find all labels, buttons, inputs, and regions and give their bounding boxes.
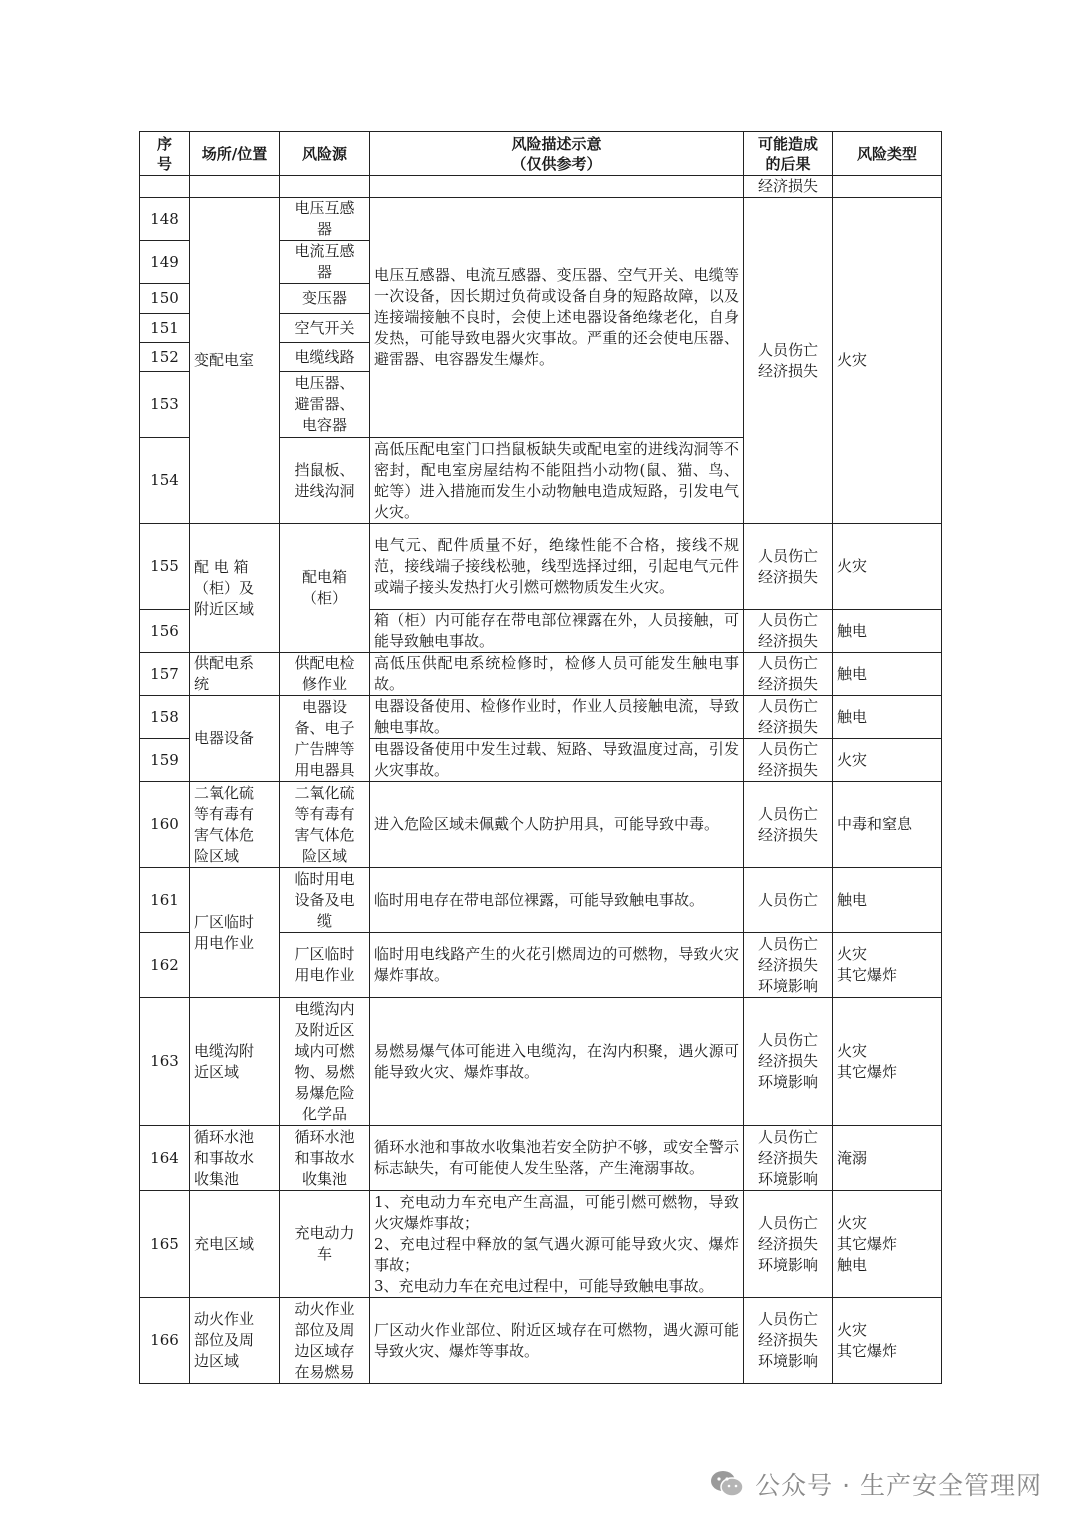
- row-number: 150: [140, 284, 190, 314]
- location-cell: 厂区临时 用电作业: [190, 868, 280, 998]
- row-number: 151: [140, 314, 190, 343]
- source-cell: 变压器: [280, 284, 370, 314]
- location-cell: 供配电系 统: [190, 653, 280, 696]
- col-header-consequence: 可能造成 的后果: [744, 132, 833, 176]
- description-cell: 1、充电动力车充电产生高温，可能引燃可燃物，导致火灾爆炸事故； 2、充电过程中释放的氢气遇火源可能导致火灾、爆炸事故； 3、充电动力车在充电过程中，可能导致触电事故。: [370, 1191, 744, 1298]
- row-number: 160: [140, 782, 190, 868]
- description-cell: 箱（柜）内可能存在带电部位裸露在外，人员接触，可能导致触电事故。: [370, 610, 744, 653]
- location-cell: 配 电 箱 （柜）及 附近区域: [190, 524, 280, 653]
- row-number: 148: [140, 198, 190, 241]
- type-cell: 触电: [833, 696, 942, 739]
- col-header-no: 序 号: [140, 132, 190, 176]
- consequence-cell: 人员伤亡 经济损失 环境影响: [744, 1191, 833, 1298]
- watermark: [709, 1464, 1042, 1504]
- source-cell: 电流互感 器: [280, 241, 370, 284]
- type-cell: 火灾: [833, 739, 942, 782]
- description-cell: 电器设备使用中发生过载、短路、导致温度过高，引发火灾事故。: [370, 739, 744, 782]
- type-cell: 火灾: [833, 198, 942, 524]
- description-cell: 电器设备使用、检修作业时，作业人员接触电流，导致触电事故。: [370, 696, 744, 739]
- consequence-cell: 人员伤亡 经济损失: [744, 198, 833, 524]
- location-cell: 电器设备: [190, 696, 280, 782]
- location-cell: 循环水池 和事故水 收集池: [190, 1126, 280, 1191]
- description-cell: 电压互感器、电流互感器、变压器、空气开关、电缆等一次设备，因长期过负荷或设备自身的短路故障，以及连接端接触不良时，会使上述电器设备绝缘老化，自身发热，可能导致电器火灾事故。严重的还会使电压器、避雷器、电容器发生爆炸。: [370, 198, 744, 438]
- row-number: 166: [140, 1298, 190, 1384]
- row-number: 153: [140, 372, 190, 438]
- col-header-location: 场所/位置: [190, 132, 280, 176]
- row-number: 155: [140, 524, 190, 610]
- consequence-cell: 人员伤亡 经济损失: [744, 653, 833, 696]
- source-cell: 配电箱 （柜）: [280, 524, 370, 653]
- table-row: [140, 998, 942, 1126]
- location-cell: 动火作业 部位及周 边区域: [190, 1298, 280, 1384]
- row-number: 165: [140, 1191, 190, 1298]
- row-number: 152: [140, 343, 190, 372]
- consequence-cell: 人员伤亡 经济损失: [744, 696, 833, 739]
- row-number: 161: [140, 868, 190, 933]
- table-row: [140, 696, 942, 739]
- source-cell: 动火作业 部位及周 边区域存 在易燃易: [280, 1298, 370, 1384]
- watermark-text: 公众号 · 生产安全管理网: [755, 1471, 1042, 1500]
- table-row: [140, 782, 942, 868]
- table-row: [140, 1298, 942, 1384]
- type-cell: 触电: [833, 610, 942, 653]
- table-row: [140, 176, 942, 198]
- location-cell: 电缆沟附 近区域: [190, 998, 280, 1126]
- consequence-cell: 人员伤亡 经济损失 环境影响: [744, 1298, 833, 1384]
- description-cell: 临时用电存在带电部位裸露，可能导致触电事故。: [370, 868, 744, 933]
- source-cell: 二氧化硫 等有毒有 害气体危 险区域: [280, 782, 370, 868]
- table-row: [140, 524, 942, 610]
- type-cell: 火灾: [833, 524, 942, 610]
- consequence-cell: 经济损失: [744, 176, 833, 198]
- source-cell: 空气开关: [280, 314, 370, 343]
- type-cell: 火灾 其它爆炸 触电: [833, 1191, 942, 1298]
- table-row: [140, 1191, 942, 1298]
- risk-table: [139, 131, 942, 1384]
- col-header-source: 风险源: [280, 132, 370, 176]
- description-cell: 厂区动火作业部位、附近区域存在可燃物，遇火源可能导致火灾、爆炸等事故。: [370, 1298, 744, 1384]
- source-cell: 循环水池 和事故水 收集池: [280, 1126, 370, 1191]
- header-row: [140, 132, 942, 176]
- description-cell: 易燃易爆气体可能进入电缆沟，在沟内积聚，遇火源可能导致火灾、爆炸事故。: [370, 998, 744, 1126]
- description-cell: 临时用电线路产生的火花引燃周边的可燃物，导致火灾爆炸事故。: [370, 933, 744, 998]
- consequence-cell: 人员伤亡 经济损失 环境影响: [744, 1126, 833, 1191]
- source-cell: 电压互感 器: [280, 198, 370, 241]
- source-cell: 厂区临时 用电作业: [280, 933, 370, 998]
- description-cell: 高低压供配电系统检修时，检修人员可能发生触电事故。: [370, 653, 744, 696]
- row-number: 159: [140, 739, 190, 782]
- row-number: 162: [140, 933, 190, 998]
- type-cell: 火灾 其它爆炸: [833, 1298, 942, 1384]
- col-header-type: 风险类型: [833, 132, 942, 176]
- type-cell: 火灾 其它爆炸: [833, 998, 942, 1126]
- location-cell: 充电区域: [190, 1191, 280, 1298]
- source-cell: 临时用电 设备及电 缆: [280, 868, 370, 933]
- row-number: 149: [140, 241, 190, 284]
- type-cell: 触电: [833, 868, 942, 933]
- row-number: 156: [140, 610, 190, 653]
- consequence-cell: 人员伤亡 经济损失: [744, 524, 833, 610]
- description-cell: 循环水池和事故水收集池若安全防护不够，或安全警示标志缺失，有可能使人发生坠落，产生淹溺事故。: [370, 1126, 744, 1191]
- consequence-cell: 人员伤亡 经济损失 环境影响: [744, 933, 833, 998]
- description-cell: 电气元、配件质量不好，绝缘性能不合格，接线不规范，接线端子接线松驰，线型选择过细，引起电气元件或端子接头发热打火引燃可燃物质发生火灾。: [370, 524, 744, 610]
- source-cell: 供配电检 修作业: [280, 653, 370, 696]
- type-cell: 淹溺: [833, 1126, 942, 1191]
- location-cell: 变配电室: [190, 198, 280, 524]
- consequence-cell: 人员伤亡 经济损失: [744, 739, 833, 782]
- type-cell: 触电: [833, 653, 942, 696]
- consequence-cell: 人员伤亡 经济损失 环境影响: [744, 998, 833, 1126]
- table-row: [140, 1126, 942, 1191]
- table-row: [140, 198, 942, 241]
- row-number: 158: [140, 696, 190, 739]
- type-cell: 中毒和窒息: [833, 782, 942, 868]
- source-cell: 电缆线路: [280, 343, 370, 372]
- source-cell: 充电动力 车: [280, 1191, 370, 1298]
- consequence-cell: 人员伤亡 经济损失: [744, 610, 833, 653]
- table-row: [140, 868, 942, 933]
- row-number: 157: [140, 653, 190, 696]
- source-cell: 电压器、 避雷器、 电容器: [280, 372, 370, 438]
- source-cell: 电器设 备、电子 广告牌等 用电器具: [280, 696, 370, 782]
- source-cell: 挡鼠板、 进线沟洞: [280, 438, 370, 524]
- consequence-cell: 人员伤亡 经济损失: [744, 782, 833, 868]
- table-row: [140, 653, 942, 696]
- row-number: 164: [140, 1126, 190, 1191]
- col-header-description: 风险描述示意 （仅供参考）: [370, 132, 744, 176]
- row-number: 163: [140, 998, 190, 1126]
- consequence-cell: 人员伤亡: [744, 868, 833, 933]
- wechat-icon: [709, 1469, 745, 1499]
- source-cell: 电缆沟内 及附近区 域内可燃 物、易燃 易爆危险 化学品: [280, 998, 370, 1126]
- row-number: 154: [140, 438, 190, 524]
- description-cell: 高低压配电室门口挡鼠板缺失或配电室的进线沟洞等不密封，配电室房屋结构不能阻挡小动物(鼠、猫、鸟、蛇等）进入措施而发生小动物触电造成短路，引发电气火灾。: [370, 438, 744, 524]
- location-cell: 二氧化硫 等有毒有 害气体危 险区域: [190, 782, 280, 868]
- type-cell: 火灾 其它爆炸: [833, 933, 942, 998]
- description-cell: 进入危险区域未佩戴个人防护用具，可能导致中毒。: [370, 782, 744, 868]
